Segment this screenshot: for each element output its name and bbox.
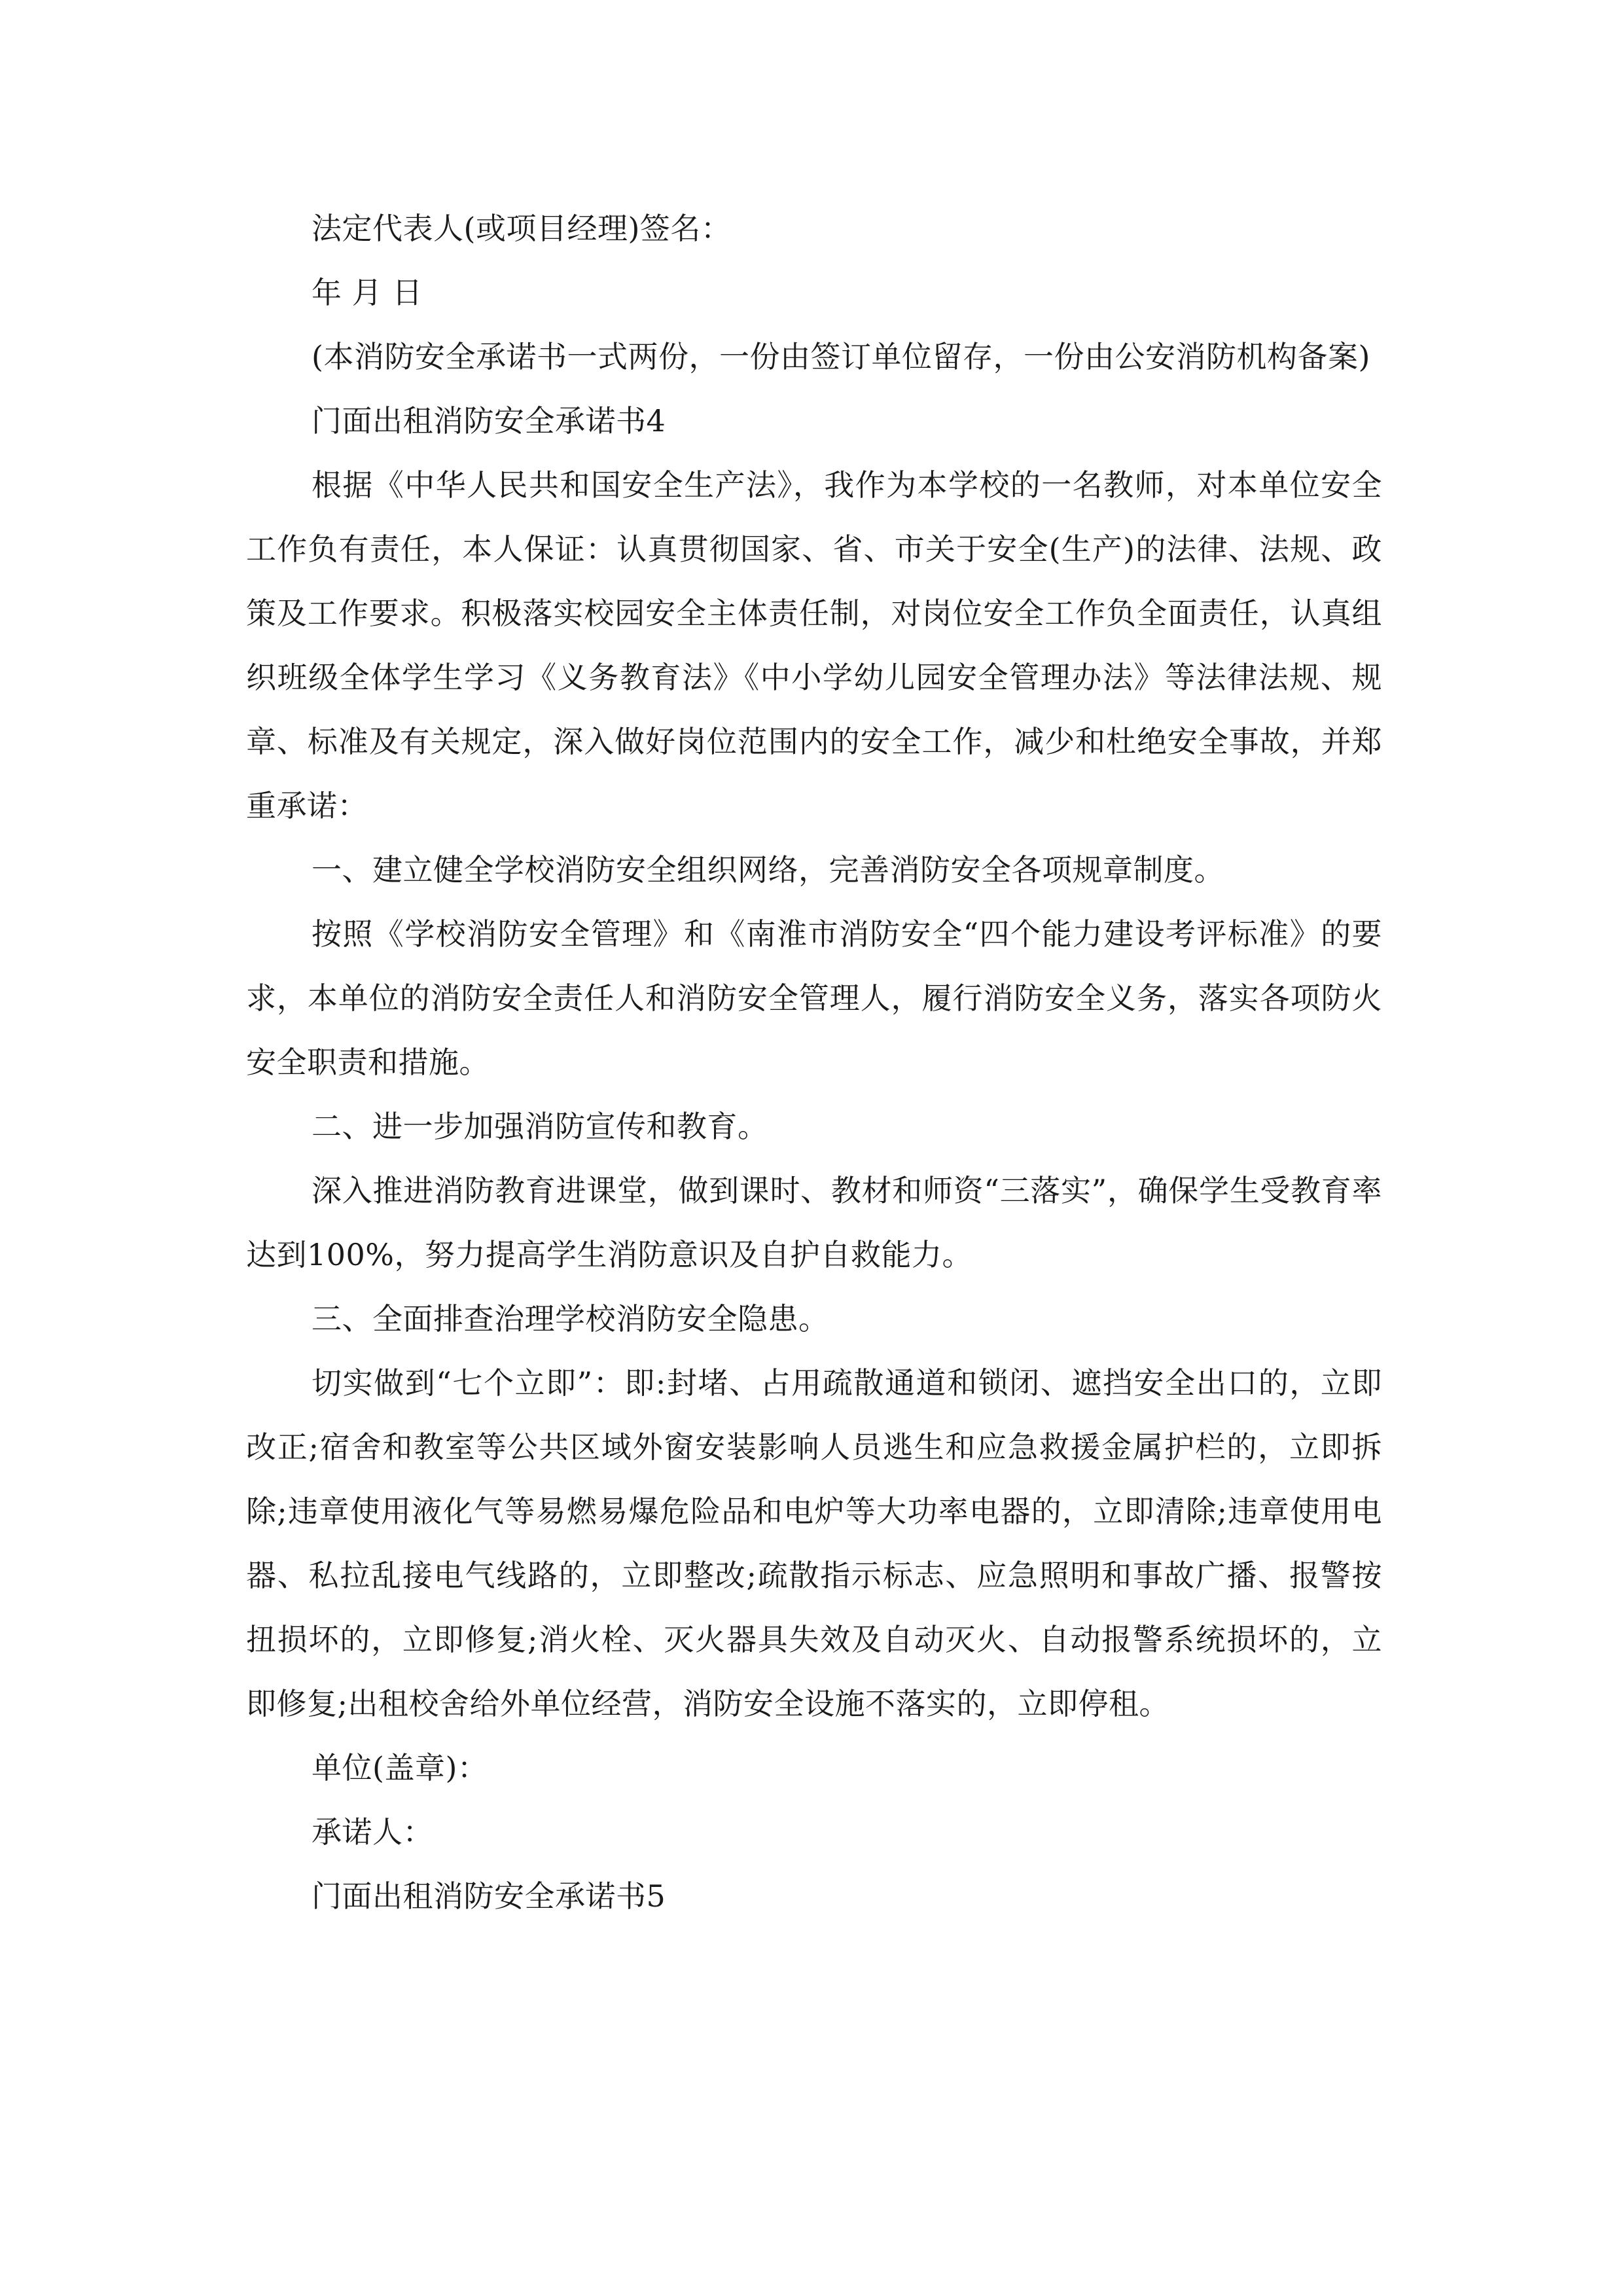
section-title-4: 门面出租消防安全承诺书4 — [312, 403, 666, 439]
section-title-5: 门面出租消防安全承诺书5 — [312, 1878, 666, 1914]
copies-note: (本消防安全承诺书一式两份，一份由签订单位留存，一份由公安消防机构备案) — [312, 339, 1370, 374]
date-line: 年 月 日 — [312, 275, 423, 310]
document-page — [246, 196, 1382, 1928]
item-3-heading: 三、全面排查治理学校消防安全隐患。 — [312, 1301, 829, 1336]
unit-seal-line: 单位(盖章)： — [312, 1750, 488, 1785]
signature-line: 法定代表人(或项目经理)签名： — [312, 211, 732, 246]
intro-paragraph: 根据《中华人民共和国安全生产法》，我作为本学校的一名教师，对本单位安全工作负有责任，本人保证：认真贯彻国家、省、市关于安全(生产)的法律、法规、政策及工作要求。积极落实校园安全主体责任制，对岗位安全工作负全面责任，认真组织班级全体学生学习《义务教育法》《中小学幼儿园安全管理办法》等法律法规、规章、标准及有关规定，深入做好岗位范围内的安全工作，减少和杜绝安全事故，并郑重承诺： — [246, 467, 1382, 823]
item-2-heading: 二、进一步加强消防宣传和教育。 — [312, 1109, 768, 1144]
item-1-heading: 一、建立健全学校消防安全组织网络，完善消防安全各项规章制度。 — [312, 852, 1224, 888]
item-3-body: 切实做到“七个立即”：即:封堵、占用疏散通道和锁闭、遮挡安全出口的，立即改正;宿舍和教室等公共区域外窗安装影响人员逃生和应急救援金属护栏的，立即拆除;违章使用液化气等易燃易爆危险品和电炉等大功率电器的，立即清除;违章使用电器、私拉乱接电气线路的，立即整改;疏散指示标志、应急照明和事故广播、报警按扭损坏的，立即修复;消火栓、灭火器具失效及自动灭火、自动报警系统损坏的，立即修复;出租校舍给外单位经营，消防安全设施不落实的，立即停租。 — [246, 1365, 1382, 1721]
item-1-body: 按照《学校消防安全管理》和《南淮市消防安全“四个能力建设考评标准》的要求，本单位的消防安全责任人和消防安全管理人，履行消防安全义务，落实各项防火安全职责和措施。 — [246, 916, 1382, 1080]
item-2-body: 深入推进消防教育进课堂，做到课时、教材和师资“三落实”，确保学生受教育率达到100%，努力提高学生消防意识及自护自救能力。 — [246, 1173, 1382, 1272]
promisor-line: 承诺人： — [312, 1814, 433, 1850]
